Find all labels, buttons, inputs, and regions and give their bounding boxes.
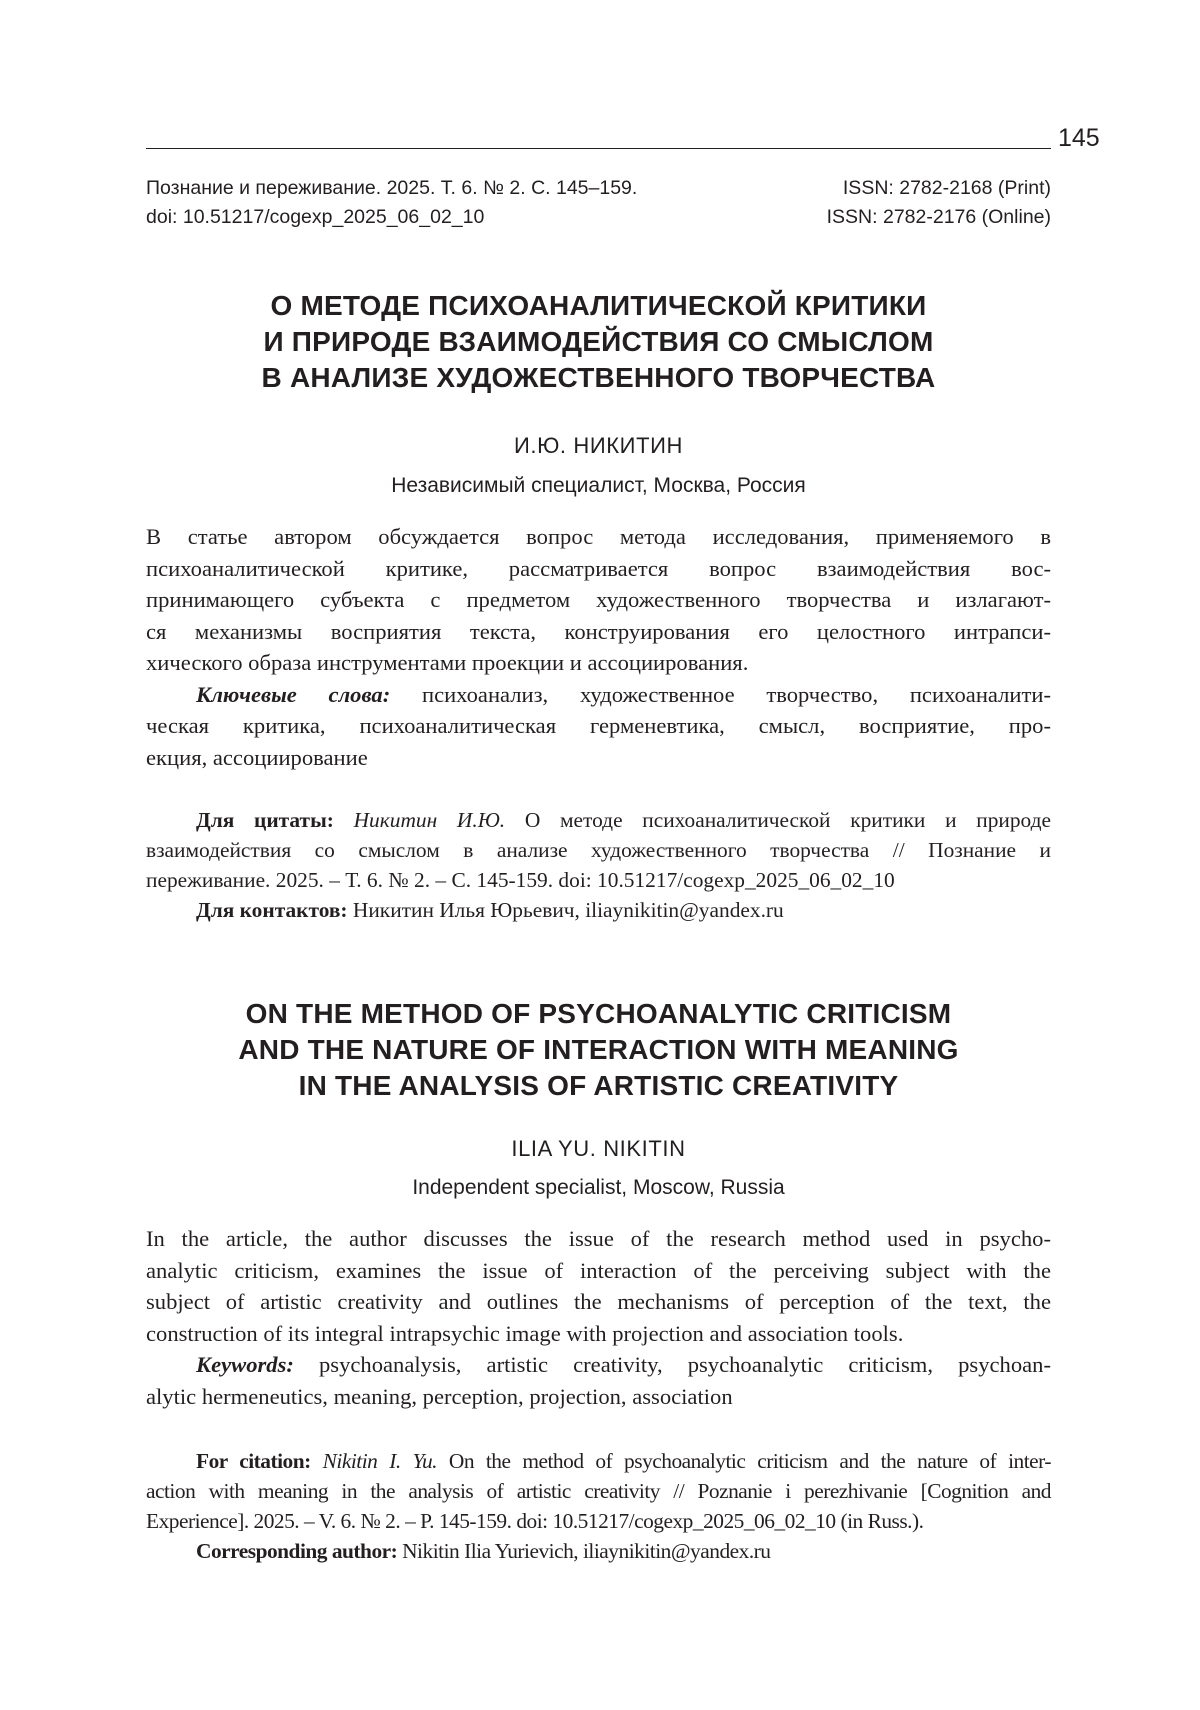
ru-title-line: О МЕТОДЕ ПСИХОАНАЛИТИЧЕСКОЙ КРИТИКИ <box>270 290 927 321</box>
en-title <box>146 996 1051 1104</box>
en-citation-line: Experience]. 2025. – V. 6. № 2. – P. 145-159. doi: 10.51217/cogexp_2025_06_02_10 (in Russ.). <box>146 1509 924 1533</box>
ru-citation-text: О методе психоаналитической критики и природе <box>505 808 1051 832</box>
ru-citation-label: Для цитаты: <box>196 808 334 832</box>
ru-author: И.Ю. НИКИТИН <box>513 433 684 458</box>
en-citation-line: action with meaning in the analysis of artistic creativity // Poznanie i perezhivanie [Cognition and <box>146 1479 1051 1503</box>
ru-abstract-line: психоаналитической критике, рассматривается вопрос взаимодействия вос- <box>146 555 1051 581</box>
journal-doi: doi: 10.51217/cogexp_2025_06_02_10 <box>146 206 485 228</box>
ru-keywords-label: Ключевые слова: <box>196 681 391 707</box>
en-keywords <box>146 1349 1051 1381</box>
journal-meta <box>146 174 1051 232</box>
en-affiliation: Independent specialist, Moscow, Russia <box>412 1176 785 1199</box>
ru-abstract-line: принимающего субъекта с предметом художественного творчества и излагают- <box>146 587 1051 612</box>
ru-keywords <box>146 679 1051 711</box>
en-contacts-label: Corresponding author: <box>196 1539 398 1563</box>
en-title-line: IN THE ANALYSIS OF ARTISTIC CREATIVITY <box>298 1070 899 1101</box>
page-number: 145 <box>1058 124 1100 152</box>
en-abstract-line: analytic criticism, examines the issue of interaction of the perceiving subject with the <box>146 1257 1051 1283</box>
en-citation-text: On the method of psychoanalytic criticism and the nature of inter- <box>437 1449 1051 1473</box>
en-keywords-label: Keywords: <box>196 1352 294 1377</box>
ru-keywords-line: ческая критика, психоаналитическая герменевтика, смысл, восприятие, про- <box>146 713 1051 738</box>
en-contacts-value: Nikitin Ilia Yurievich, iliaynikitin@yandex.ru <box>397 1539 771 1563</box>
ru-abstract-line: ся механизмы восприятия текста, конструирования его целостного интрапси- <box>146 618 1051 644</box>
en-keywords-line: alytic hermeneutics, meaning, perception, projection, association <box>146 1383 733 1409</box>
ru-citation-block <box>146 805 1051 925</box>
en-citation-author: Nikitin I. Yu. <box>310 1449 438 1473</box>
issn-online: ISSN: 2782-2176 (Online) <box>826 206 1051 228</box>
ru-citation-line: переживание. 2025. – Т. 6. № 2. – С. 145-159. doi: 10.51217/cogexp_2025_06_02_10 <box>146 868 895 892</box>
ru-affiliation: Независимый специалист, Москва, Россия <box>391 474 806 497</box>
ru-abstract <box>146 521 1051 773</box>
en-abstract-line: In the article, the author discusses the issue of the research method used in psycho- <box>146 1226 1051 1251</box>
header-rule <box>146 148 1051 149</box>
journal-citation: Познание и переживание. 2025. Т. 6. № 2. С. 145–159. <box>146 177 638 199</box>
en-abstract <box>146 1223 1051 1412</box>
en-title-line: ON THE METHOD OF PSYCHOANALYTIC CRITICISM <box>245 998 952 1029</box>
ru-abstract-line: хического образа инструментами проекции и ассоциирования. <box>146 650 749 675</box>
en-citation-block <box>146 1446 1051 1566</box>
ru-abstract-line: В статье автором обсуждается вопрос метода исследования, применяемого в <box>146 524 1051 549</box>
ru-citation-line: взаимодействия со смыслом в анализе художественного творчества // Познание и <box>146 838 1051 862</box>
ru-contacts-label: Для контактов: <box>196 898 348 922</box>
ru-citation-author: Никитин И.Ю. <box>333 808 506 832</box>
ru-title <box>146 288 1051 396</box>
en-keywords-text: psychoanalysis, artistic creativity, psychoanalytic criticism, psychoan- <box>293 1352 1051 1377</box>
en-title-line: AND THE NATURE OF INTERACTION WITH MEANING <box>238 1034 959 1065</box>
en-citation-label: For citation: <box>196 1449 311 1473</box>
ru-keywords-line: екция, ассоциирование <box>146 744 368 770</box>
ru-contacts <box>146 895 1051 925</box>
ru-citation-line <box>146 805 1051 835</box>
ru-title-line: В АНАЛИЗЕ ХУДОЖЕСТВЕННОГО ТВОРЧЕСТВА <box>261 362 936 393</box>
en-author: ILIA YU. NIKITIN <box>511 1136 686 1161</box>
en-contacts <box>146 1536 1051 1566</box>
ru-contacts-value: Никитин Илья Юрьевич, iliaynikitin@yandex.ru <box>347 898 784 922</box>
issn-print: ISSN: 2782-2168 (Print) <box>842 177 1051 199</box>
ru-title-line: И ПРИРОДЕ ВЗАИМОДЕЙСТВИЯ СО СМЫСЛОМ <box>263 326 934 357</box>
ru-keywords-text: психоанализ, художественное творчество, психоаналити- <box>390 681 1051 707</box>
en-abstract-line: construction of its integral intrapsychic image with projection and association tools. <box>146 1320 904 1346</box>
en-citation-line <box>146 1446 1051 1476</box>
en-abstract-line: subject of artistic creativity and outlines the mechanisms of perception of the text, the <box>146 1289 1051 1314</box>
